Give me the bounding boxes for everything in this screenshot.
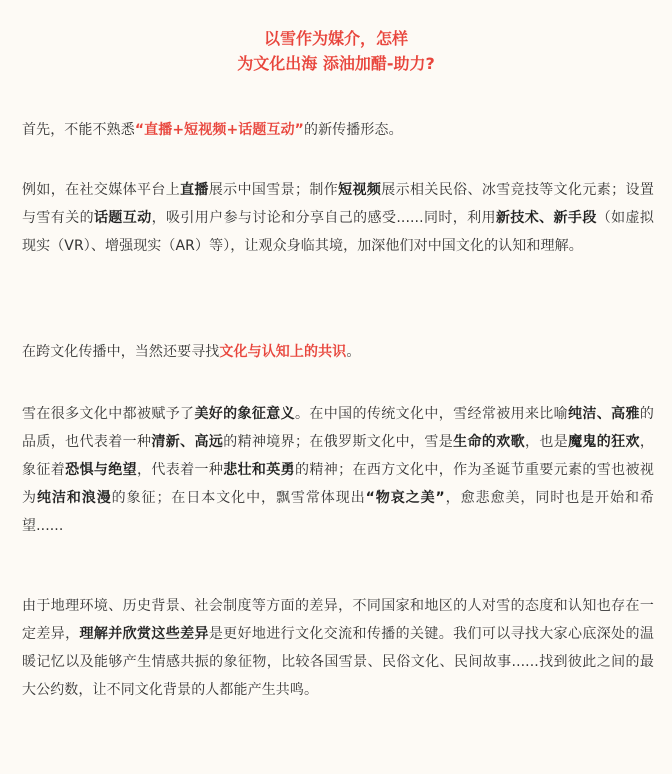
highlight-live-video-topics: “直播+短视频+话题互动” bbox=[134, 122, 304, 138]
text-run: （如虚拟现实（VR）、增强现实（AR）等），让观众身临其境，加深他们对中国文化的认知和理解。 bbox=[22, 210, 655, 254]
emphasis-symbolic-meaning: 美好的象征意义 bbox=[194, 406, 296, 422]
text-run: 的精神境界；在俄罗斯文化中，雪是 bbox=[223, 434, 454, 450]
text-run: ，吸引用户参与讨论和分享自己的感受......同时，利用 bbox=[151, 210, 496, 226]
text-run: 由于地理环境、历史背景、社会制度等方面的差异，不同国家和地区的人对雪的态度和认知也存在一定差异， bbox=[22, 598, 654, 642]
emphasis-pure-elegant: 纯洁、高雅 bbox=[568, 406, 640, 422]
paragraph-differences bbox=[22, 592, 654, 704]
text-run: 展示中国雪景；制作 bbox=[208, 182, 339, 198]
emphasis-lofty: 高远 bbox=[194, 434, 224, 450]
paragraph-new-media-forms bbox=[22, 116, 654, 144]
text-run: 。 bbox=[346, 344, 361, 360]
emphasis-new-tech: 新技术、新手段 bbox=[495, 210, 597, 226]
emphasis-pure-romantic: 纯洁和浪漫 bbox=[36, 490, 112, 506]
emphasis-fear-despair: 恐惧与绝望 bbox=[65, 462, 137, 478]
text-run: ，象征着 bbox=[22, 434, 655, 478]
emphasis-topic-interaction: 话题互动 bbox=[94, 210, 152, 226]
emphasis-appreciate-differences: 理解并欣赏这些差异 bbox=[79, 626, 209, 642]
emphasis-devils-carnival: 魔鬼的狂欢 bbox=[568, 434, 640, 450]
paragraph-snow-symbolism bbox=[22, 400, 654, 540]
emphasis-short-video: 短视频 bbox=[338, 182, 382, 198]
text-run: 首先，不能不熟悉 bbox=[22, 122, 135, 138]
text-run: 雪在很多文化中都被赋予了 bbox=[22, 406, 195, 422]
text-run: 是更好地进行文化交流和传播的关键。我们可以寻找大家心底深处的温暖记忆以及能够产生情感共振的象征物，比较各国雪景、民俗文化、民间故事......找到彼此之间的最大公约数，让不同文化背景的人都能产生共鸣。 bbox=[22, 626, 654, 698]
paragraph-examples bbox=[22, 176, 654, 260]
text-run: ，代表着一种 bbox=[136, 462, 224, 478]
title-line-2: 为文化出海 添油加醋-助力? bbox=[237, 54, 435, 73]
highlight-cultural-consensus: 文化与认知上的共识 bbox=[219, 344, 347, 360]
text-run: ，愈悲愈美，同时也是开始和希望...... bbox=[22, 490, 654, 534]
text-run: 的象征；在日本文化中，飘雪常体现出 bbox=[111, 490, 366, 506]
emphasis-fresh: 清新 bbox=[151, 434, 181, 450]
title-line-1: 以雪作为媒介，怎样 bbox=[263, 29, 408, 48]
text-run: 例如，在社交媒体平台上 bbox=[22, 182, 181, 198]
text-run: 在跨文化传播中，当然还要寻找 bbox=[22, 344, 220, 360]
emphasis-mono-no-aware: “物哀之美” bbox=[365, 490, 445, 506]
text-run: 的精神；在西方文化中，作为圣诞节重要元素的雪也被视为 bbox=[22, 462, 655, 506]
emphasis-live: 直播 bbox=[180, 182, 209, 198]
emphasis-tragic-heroic: 悲壮和英勇 bbox=[223, 462, 296, 478]
article-title bbox=[0, 26, 672, 76]
text-run: 的品质，也代表着一种 bbox=[22, 406, 655, 450]
text-run: ，也是 bbox=[524, 434, 569, 450]
text-run: 的新传播形态。 bbox=[303, 122, 403, 138]
emphasis-song-of-life: 生命的欢歌 bbox=[453, 434, 525, 450]
text-run: 展示相关民俗、冰雪竞技等文化元素；设置与雪有关的 bbox=[22, 182, 654, 226]
text-run: 。在中国的传统文化中，雪经常被用来比喻 bbox=[295, 406, 569, 422]
emphasis-separator: 、 bbox=[180, 434, 195, 450]
paragraph-consensus bbox=[22, 338, 654, 366]
